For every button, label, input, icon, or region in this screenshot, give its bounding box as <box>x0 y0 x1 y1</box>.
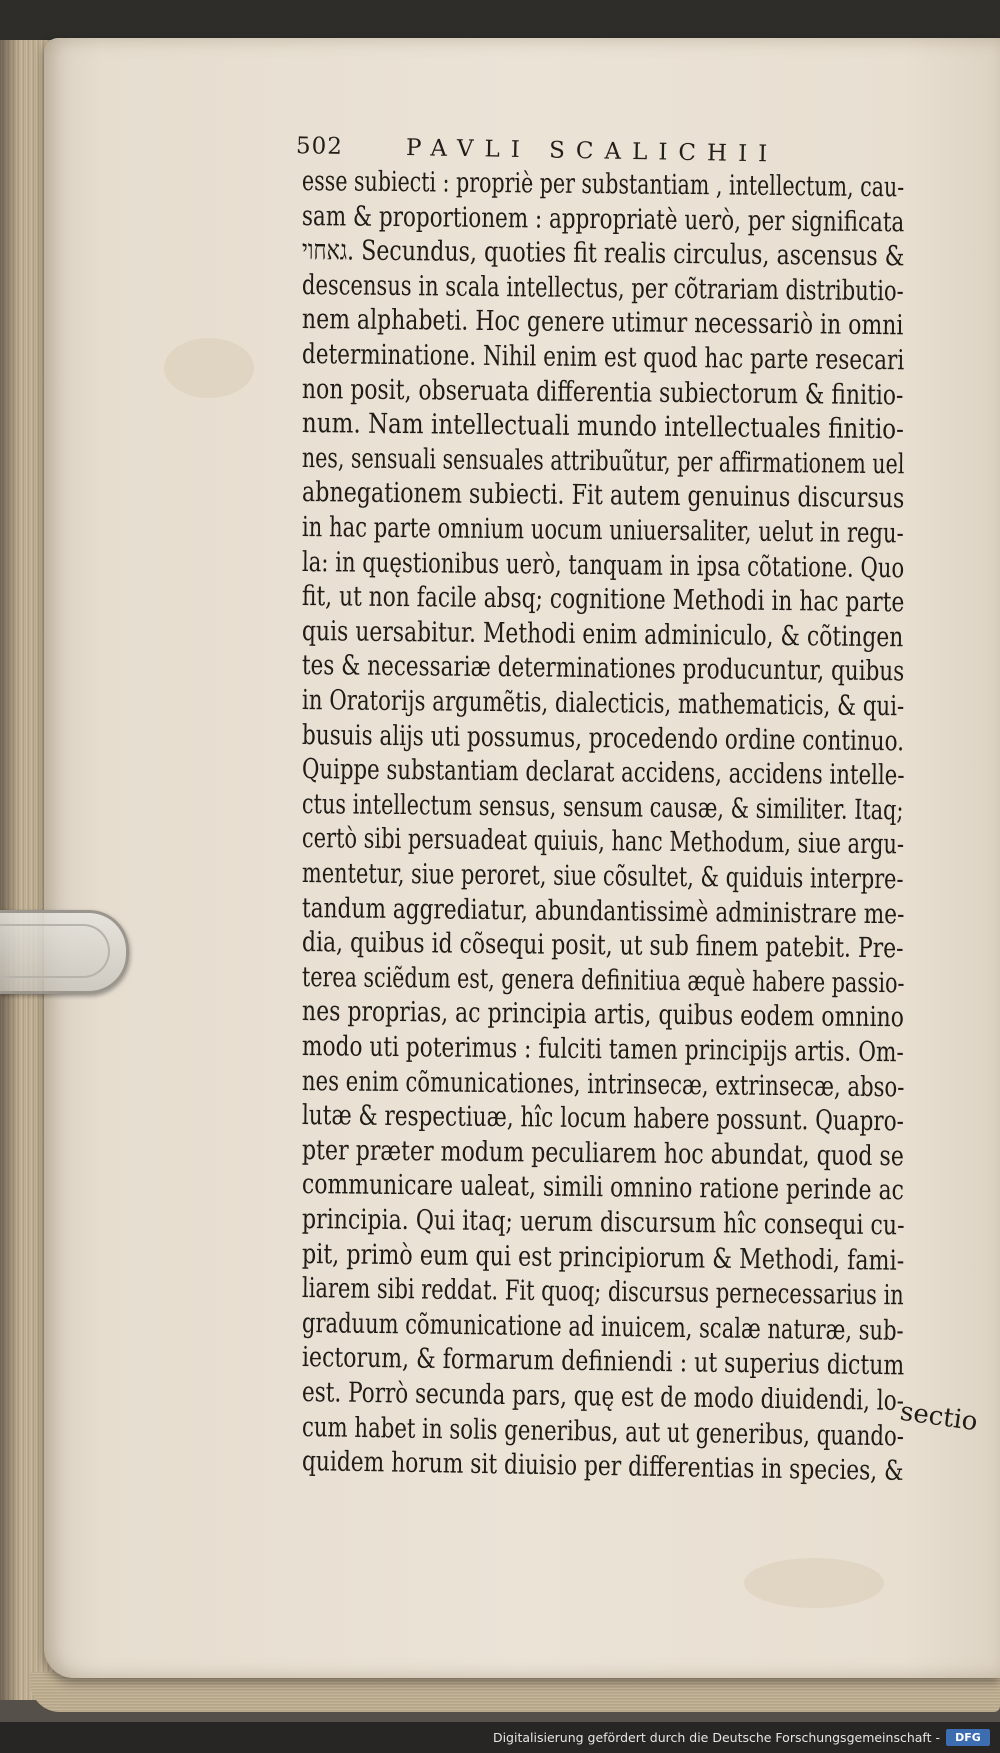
text-line: mentetur, siue peroret, siue cõsultet, & quiduis interpre- <box>301 857 904 896</box>
text-line: dia, quibus id cõsequi posit, ut sub finem patebit. Pre- <box>301 926 904 965</box>
text-line: iectorum, & formarum definiendi : ut superius dictum <box>301 1341 905 1382</box>
text-line: Quippe substantiam declarat accidens, accidens intelle- <box>301 753 905 792</box>
text-line: in Oratorijs argumẽtis, dialecticis, mathematicis, & qui- <box>301 684 905 723</box>
footer-credit: Digitalisierung gefördert durch die Deutsche Forschungsgemeinschaft - <box>492 1730 940 1745</box>
text-line: fit, ut non facile absq; cognitione Methodi in hac parte <box>301 580 905 619</box>
text-line: certò sibi persuadeat quiuis, hanc Methodum, siue argu- <box>301 822 905 861</box>
text-line: esse subiecti : propriè per substantiam , intellectum, cau- <box>301 165 905 204</box>
text-line: sam & proportionem : appropriatè uerò, per significata <box>301 199 905 238</box>
text-line: determinatione. Nihil enim est quod hac parte resecari <box>301 338 905 377</box>
text-line: ctus intellectum sensus, sensum causæ, & similiter. Itaq; <box>301 787 904 827</box>
page-clip-inner <box>0 924 110 978</box>
text-line: nes proprias, ac principia artis, quibus eodem omnino <box>301 995 905 1034</box>
running-head-title: PAVLI SCALICHII <box>405 135 779 168</box>
text-line: quidem horum sit diuisio per differentias in species, & <box>301 1445 904 1488</box>
text-line: tandum aggrediatur, abundantissimè administrare me- <box>301 891 905 930</box>
text-line: est. Porrò secunda pars, quę est de modo diuidendi, lo- <box>301 1376 905 1417</box>
text-line: lutæ & respectiuæ, hîc locum habere possunt. Quapro- <box>301 1099 905 1138</box>
paper-stain <box>164 338 254 398</box>
text-line: la: in quęstionibus uerò, tanquam in ipsa cõtatione. Quo <box>301 545 905 584</box>
paper-stain <box>744 1558 884 1608</box>
text-line: pter præter modum peculiarem hoc abundat, quod se <box>301 1133 905 1173</box>
text-line: גאחוי. Secundus, quoties fit realis circulus, ascensus & <box>301 234 905 273</box>
text-line: liarem sibi reddat. Fit quoq; discursus pernecessarius in <box>301 1272 904 1312</box>
text-line: non posit, obseruata differentia subiectorum & finitio- <box>301 372 904 411</box>
catchword: sectio <box>898 1396 980 1438</box>
page-edges-bottom <box>30 1672 1000 1712</box>
text-line: in hac parte omnium uocum uniuersaliter, uelut in regu- <box>301 511 904 550</box>
text-line: busuis alijs uti possumus, procedendo ordine continuo. <box>301 718 905 757</box>
text-line: num. Nam intellectuali mundo intellectuales finitio- <box>301 407 905 446</box>
page-number: 502 <box>295 133 344 160</box>
text-line: descensus in scala intellectus, per cõtrariam distributio- <box>301 268 904 308</box>
text-line: pit, primò eum qui est principiorum & Methodi, fami- <box>301 1237 905 1277</box>
text-line: abnegationem subiecti. Fit autem genuinus discursus <box>301 476 905 515</box>
text-line: modo uti poterimus : fulciti tamen principijs artis. Om- <box>301 1030 904 1069</box>
text-line: tes & necessariæ determinationes producuntur, quibus <box>301 649 905 688</box>
text-line: cum habet in solis generibus, aut ut generibus, quando- <box>301 1410 905 1453</box>
text-line: graduum cõmunicatione ad inuicem, scalæ naturæ, sub- <box>301 1306 904 1347</box>
text-line: principia. Qui itaq; uerum discursum hîc consequi cu- <box>301 1203 905 1242</box>
text-line: nes, sensuali sensuales attribuũtur, per affirmationem uel <box>301 441 905 481</box>
text-line: nem alphabeti. Hoc genere utimur necessariò in omni <box>301 303 904 342</box>
text-line: terea sciẽdum est, genera definitiua æquè habere passio- <box>301 960 905 1000</box>
page-edges-shadow <box>0 40 20 1700</box>
dfg-logo: DFG <box>946 1729 990 1746</box>
text-line: communicare ualeat, simili omnino ratione perinde ac <box>301 1168 905 1207</box>
text-line: nes enim cõmunicationes, intrinsecæ, extrinsecæ, abso- <box>301 1064 905 1103</box>
text-line: quis uersabitur. Methodi enim adminiculo, & cõtingen <box>301 614 904 654</box>
